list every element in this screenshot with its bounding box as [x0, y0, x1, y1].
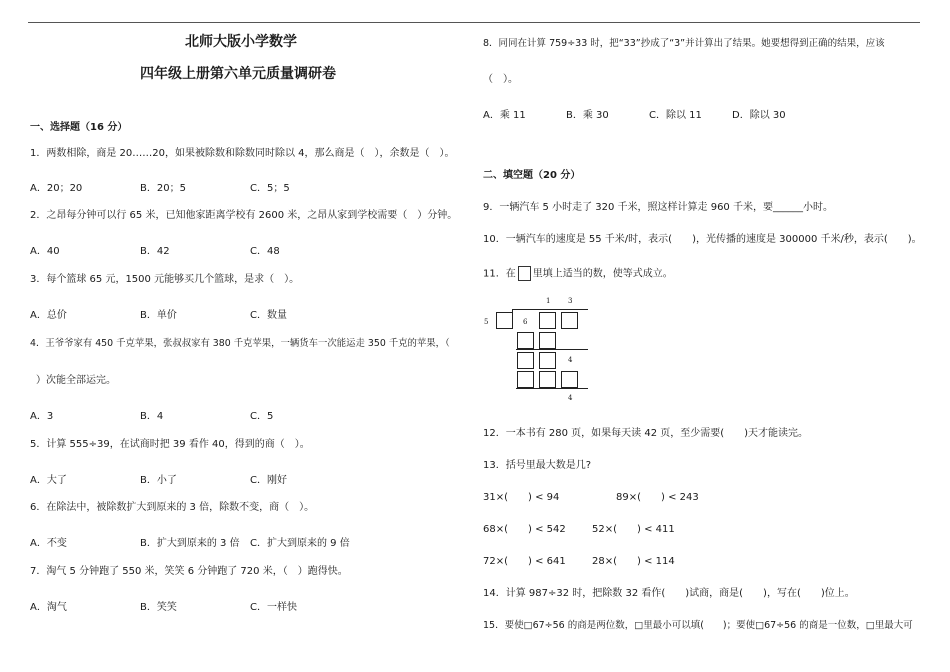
q3-option-b: B．单价: [140, 310, 177, 321]
remainder-digit-4: 4: [568, 356, 573, 364]
q5-option-b: B．小了: [140, 475, 177, 486]
question-12: 12．一本书有 280 页，如果每天读 42 页，至少需要( )天才能读完。: [483, 428, 809, 439]
q6-option-c: C．扩大到原来的 9 倍: [250, 538, 350, 549]
q8-option-d: D．除以 30: [732, 110, 786, 121]
q6-option-a: A．不变: [30, 538, 67, 549]
section-heading-choice: 一、选择题（16 分）: [30, 122, 128, 133]
product-blank-box-5: [561, 371, 578, 388]
product-blank-box-1: [517, 332, 534, 349]
question-4-line2: ）次能全部运完。: [36, 375, 116, 386]
q8-option-a: A．乘 11: [483, 110, 526, 121]
q13-inequality-3b: 28×( ) < 114: [592, 556, 675, 567]
q13-inequality-2b: 52×( ) < 411: [592, 524, 675, 535]
question-9: 9．一辆汽车 5 小时走了 320 千米，照这样计算走 960 千米，要______小时。: [483, 202, 833, 213]
product-blank-box-4: [539, 371, 556, 388]
q1-option-b: B．20；5: [140, 183, 186, 194]
remainder-blank-box-2: [539, 352, 556, 369]
question-1: 1．两数相除，商是 20……20，如果被除数和除数同时除以 4，那么商是（ ），余数是（ ）。: [30, 148, 455, 159]
q3-option-a: A．总价: [30, 310, 67, 321]
q13-inequality-3a: 72×( ) < 641: [483, 556, 566, 567]
dividend-blank-box-1: [539, 312, 556, 329]
question-10: 10．一辆汽车的速度是 55 千米/时，表示( )，光传播的速度是 300000 千米/秒，表示( )。: [483, 234, 922, 245]
question-13: 13．括号里最大数是几?: [483, 460, 592, 471]
q11-suffix: 里填上适当的数，使等式成立。: [532, 268, 673, 280]
question-3: 3．每个篮球 65 元，1500 元能够买几个篮球，是求（ ）。: [30, 274, 300, 285]
question-5: 5．计算 555÷39，在试商时把 39 看作 40，得到的商（ ）。: [30, 439, 310, 450]
question-2: 2．之昂每分钟可以行 65 米，已知他家距离学校有 2600 米，之昂从家到学校需要（ ）分钟。: [30, 210, 458, 221]
q8-option-c: C．除以 11: [649, 110, 702, 121]
question-4-line1: 4．王爷爷家有 450 千克苹果，张叔叔家有 380 千克苹果，一辆货车一次能运走 350 千克的苹果，（: [30, 338, 450, 349]
q7-option-c: C．一样快: [250, 602, 297, 613]
q13-inequality-2a: 68×( ) < 542: [483, 524, 566, 535]
q2-option-c: C．48: [250, 246, 280, 257]
q6-option-b: B．扩大到原来的 3 倍: [140, 538, 240, 549]
q4-option-a: A．3: [30, 411, 54, 422]
question-11: [483, 266, 673, 281]
product-blank-box-2: [539, 332, 556, 349]
divisor-digit: 5: [484, 318, 489, 326]
q5-option-c: C．刚好: [250, 475, 287, 486]
question-7: 7．淘气 5 分钟跑了 550 米，笑笑 6 分钟跑了 720 米，（ ）跑得快。: [30, 566, 348, 577]
product-blank-box-3: [517, 371, 534, 388]
divisor-blank-box: [496, 312, 513, 329]
q7-option-a: A．淘气: [30, 602, 67, 613]
q3-option-c: C．数量: [250, 310, 287, 321]
final-remainder-4: 4: [568, 394, 573, 402]
q11-prefix: 11．在: [483, 268, 516, 280]
question-6: 6．在除法中，被除数扩大到原来的 3 倍，除数不变，商（ ）。: [30, 502, 315, 513]
question-8-line2: （ ）。: [483, 74, 518, 85]
long-division-diagram: [480, 292, 590, 407]
quotient-digit-1: 1: [546, 297, 551, 305]
q4-option-b: B．4: [140, 411, 164, 422]
answer-box-icon: [518, 266, 531, 281]
q5-option-a: A．大了: [30, 475, 67, 486]
q13-inequality-1a: 31×( ) < 94: [483, 492, 560, 503]
dividend-blank-box-2: [561, 312, 578, 329]
q8-option-b: B．乘 30: [566, 110, 609, 121]
q4-option-c: C．5: [250, 411, 274, 422]
q7-option-b: B．笑笑: [140, 602, 177, 613]
q1-option-c: C．5；5: [250, 183, 290, 194]
page-subtitle: 四年级上册第六单元质量调研卷: [140, 66, 336, 82]
question-8-line1: 8．同同在计算 759÷33 时，把“33”抄成了“3”并计算出了结果。她要想得到正确的结果，应该: [483, 38, 885, 49]
page-title: 北师大版小学数学: [185, 34, 297, 50]
header-rule: [28, 22, 920, 23]
dividend-digit-6: 6: [523, 318, 528, 326]
q13-inequality-1b: 89×( ) < 243: [616, 492, 699, 503]
q1-option-a: A．20；20: [30, 183, 83, 194]
quotient-digit-3: 3: [568, 297, 573, 305]
section-heading-fill: 二、填空题（20 分）: [483, 170, 581, 181]
subtraction-line-2: [516, 388, 588, 389]
subtraction-line-1: [516, 349, 588, 350]
q2-option-b: B．42: [140, 246, 170, 257]
question-15: 15．要使□67÷56 的商是两位数，□里最小可以填( )；要使□67÷56 的商是一位数，□里最大可: [483, 620, 913, 631]
question-14: 14．计算 987÷32 时，把除数 32 看作( )试商，商是( )，写在( )位上。: [483, 588, 855, 599]
q2-option-a: A．40: [30, 246, 60, 257]
division-bar: [512, 309, 588, 310]
remainder-blank-box-1: [517, 352, 534, 369]
